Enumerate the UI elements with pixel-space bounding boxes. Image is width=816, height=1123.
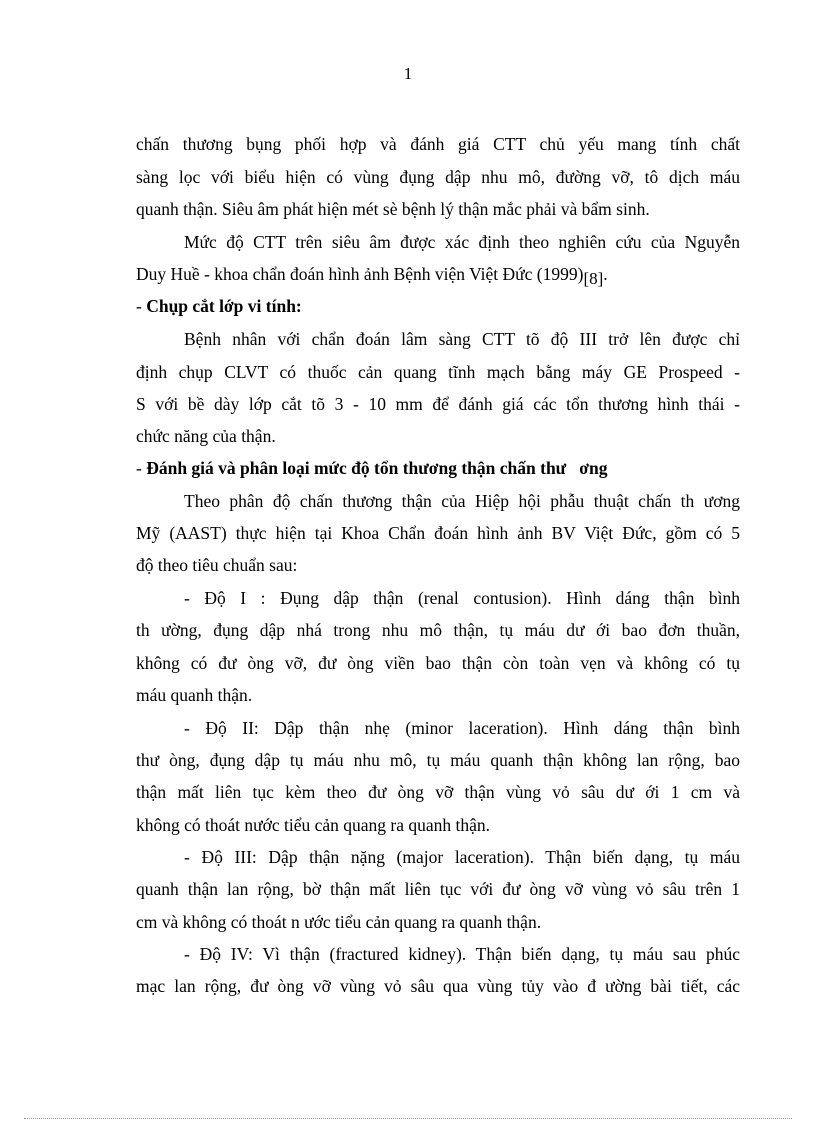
text-line: độ theo tiêu chuẩn sau: (136, 555, 298, 575)
text-line: - Độ III: Dập thận nặng (major laceration). Thận biến dạng, tụ máu (184, 847, 740, 867)
text-line: - Độ I : Đụng dập thận (renal contusion). Hình dáng thận bình (184, 588, 740, 608)
text-line: sàng lọc với biểu hiện có vùng đụng dập nhu mô, đường vỡ, tô dịch máu (136, 167, 740, 187)
text-line: không có thoát nước tiểu cản quang ra quanh thận. (136, 815, 491, 835)
section-heading (136, 290, 740, 322)
text-line: thận mất liên tục kèm theo đư òng vỡ thận vùng vỏ sâu dư ới 1 cm và (136, 782, 740, 802)
heading-text: Đánh giá và phân loại mức độ tổn thương thận chấn thư ơng (146, 458, 608, 478)
text-line: mạc lan rộng, đư òng vỡ vùng vỏ sâu qua vùng tủy vào đ ường bài tiết, các (136, 976, 740, 996)
text-line: quanh thận. Siêu âm phát hiện mét sè bệnh lý thận mắc phải và bẩm sinh. (136, 199, 650, 219)
text-line: cm và không có thoát n ước tiểu cản quang ra quanh thận. (136, 912, 542, 932)
text-line: S với bề dày lớp cắt tõ 3 - 10 mm để đánh giá các tổn thương hình thái - (136, 394, 740, 414)
text-line: Bệnh nhân với chẩn đoán lâm sàng CTT tõ độ III trở lên được chỉ (184, 329, 740, 349)
text-span: . (603, 264, 608, 284)
text-line: không có đư òng vỡ, đư òng viền bao thận còn toàn vẹn và không có tụ (136, 653, 740, 673)
text-line: th ường, đụng dập nhá trong nhu mô thận, tụ máu dư ới bao đơn thuần, (136, 620, 740, 640)
text-line: Mức độ CTT trên siêu âm được xác định theo nghiên cứu của Nguyễn (184, 232, 740, 252)
text-line: chức năng của thận. (136, 426, 276, 446)
text-line: - Độ IV: Vì thận (fractured kidney). Thận biến dạng, tụ máu sau phúc (184, 944, 740, 964)
text-line: Theo phân độ chấn thương thận của Hiệp hội phẫu thuật chấn th ương (184, 491, 740, 511)
text-line: quanh thận lan rộng, bờ thận mất liên tục với đư òng vỡ vùng vỏ sâu trên 1 (136, 879, 740, 899)
text-line: chấn thương bụng phối hợp và đánh giá CTT chủ yếu mang tính chất (136, 134, 740, 154)
text-line: thư òng, đụng dập tụ máu nhu mô, tụ máu quanh thận không lan rộng, bao (136, 750, 740, 770)
heading-text: Chụp cắt lớp vi tính: (146, 296, 302, 316)
text-line: định chụp CLVT có thuốc cản quang tĩnh mạch bằng máy GE Prospeed - (136, 362, 740, 382)
text-line: Mỹ (AAST) thực hiện tại Khoa Chẩn đoán hình ảnh BV Việt Đức, gồm có 5 (136, 523, 740, 543)
section-heading (136, 452, 740, 484)
citation-reference: [8] (583, 269, 604, 288)
heading-dash: - (136, 296, 147, 316)
page-bottom-divider (24, 1118, 792, 1119)
text-line: - Độ II: Dập thận nhẹ (minor laceration). Hình dáng thận bình (184, 718, 740, 738)
text-line: máu quanh thận. (136, 685, 253, 705)
text-line (136, 258, 740, 290)
heading-dash: - (136, 458, 147, 478)
page-number: 1 (403, 64, 413, 83)
text-span: Duy Huề - khoa chẩn đoán hình ảnh Bệnh viện Việt Đức (1999) (136, 264, 584, 284)
